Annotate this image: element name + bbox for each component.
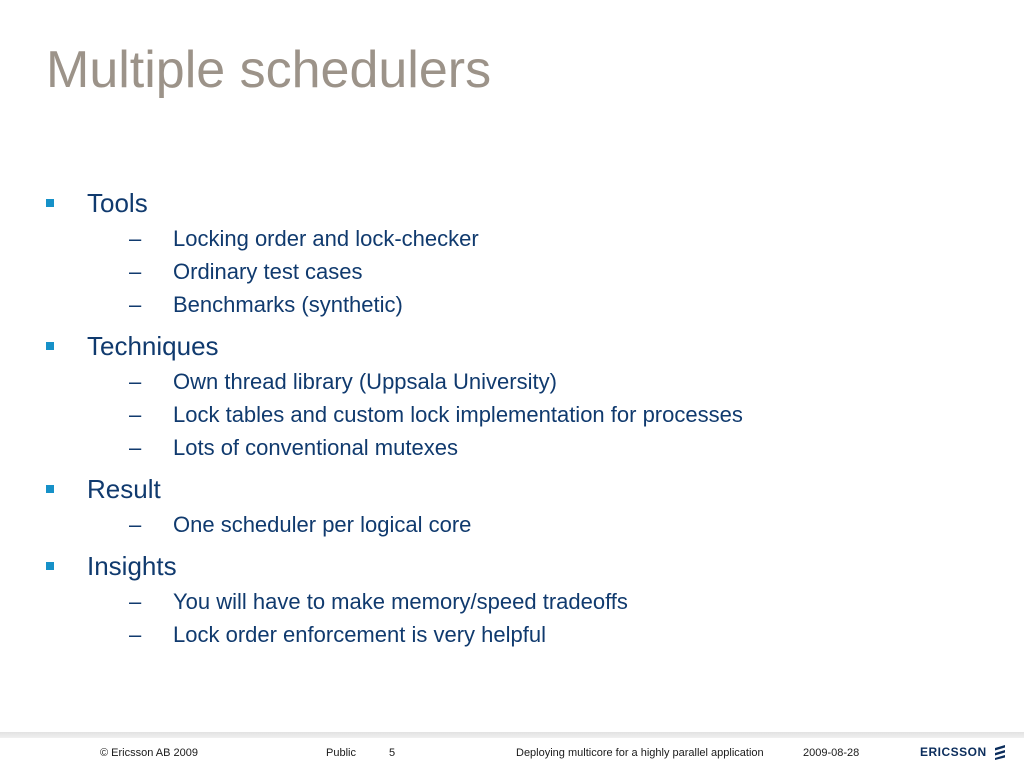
sub-bullet-text: Lock order enforcement is very helpful [173,622,546,647]
footer-date: 2009-08-28 [803,747,860,759]
dash-bullet-icon: – [129,369,142,394]
bullet-label: Insights [87,551,177,581]
footer-divider [0,732,1024,738]
bullet-item [46,327,986,365]
square-bullet-icon [46,562,54,570]
square-bullet-icon [46,199,54,207]
footer-classification: Public [326,747,356,759]
footer-page-number: 5 [389,747,396,759]
bullet-label: Result [87,474,161,504]
dash-bullet-icon: – [129,259,142,284]
sub-bullet-item [46,508,986,541]
logo-text: ERICSSON [920,745,987,759]
sub-bullet-item [46,365,986,398]
ericsson-logo [920,742,1007,762]
bullet-item [46,547,986,585]
bullet-label: Techniques [87,331,219,361]
dash-bullet-icon: – [129,226,142,251]
section-result [46,470,986,541]
footer-presentation-title: Deploying multicore for a highly parallel application [516,747,764,759]
ericsson-mark-icon [993,744,1007,760]
section-tools [46,184,986,321]
sub-bullet-item [46,618,986,651]
dash-bullet-icon: – [129,589,142,614]
sub-bullet-text: Ordinary test cases [173,259,363,284]
sub-bullet-text: Lock tables and custom lock implementation for processes [173,402,743,427]
square-bullet-icon [46,342,54,350]
sub-bullet-text: Lots of conventional mutexes [173,435,458,460]
dash-bullet-icon: – [129,402,142,427]
section-insights [46,547,986,651]
sub-bullet-text: Benchmarks (synthetic) [173,292,403,317]
dash-bullet-icon: – [129,512,142,537]
sub-bullet-text: Own thread library (Uppsala University) [173,369,557,394]
section-techniques [46,327,986,464]
dash-bullet-icon: – [129,292,142,317]
slide-title: Multiple schedulers [46,41,492,99]
bullet-item [46,184,986,222]
footer-copyright: © Ericsson AB 2009 [100,747,198,759]
bullet-label: Tools [87,188,148,218]
sub-bullet-text: You will have to make memory/speed tradeoffs [173,589,628,614]
sub-bullet-item [46,255,986,288]
sub-bullet-text: One scheduler per logical core [173,512,472,537]
dash-bullet-icon: – [129,435,142,460]
slide-content [46,184,986,657]
sub-bullet-item [46,222,986,255]
bullet-item [46,470,986,508]
square-bullet-icon [46,485,54,493]
sub-bullet-item [46,288,986,321]
sub-bullet-item [46,585,986,618]
dash-bullet-icon: – [129,622,142,647]
sub-bullet-item [46,398,986,431]
sub-bullet-item [46,431,986,464]
sub-bullet-text: Locking order and lock-checker [173,226,479,251]
